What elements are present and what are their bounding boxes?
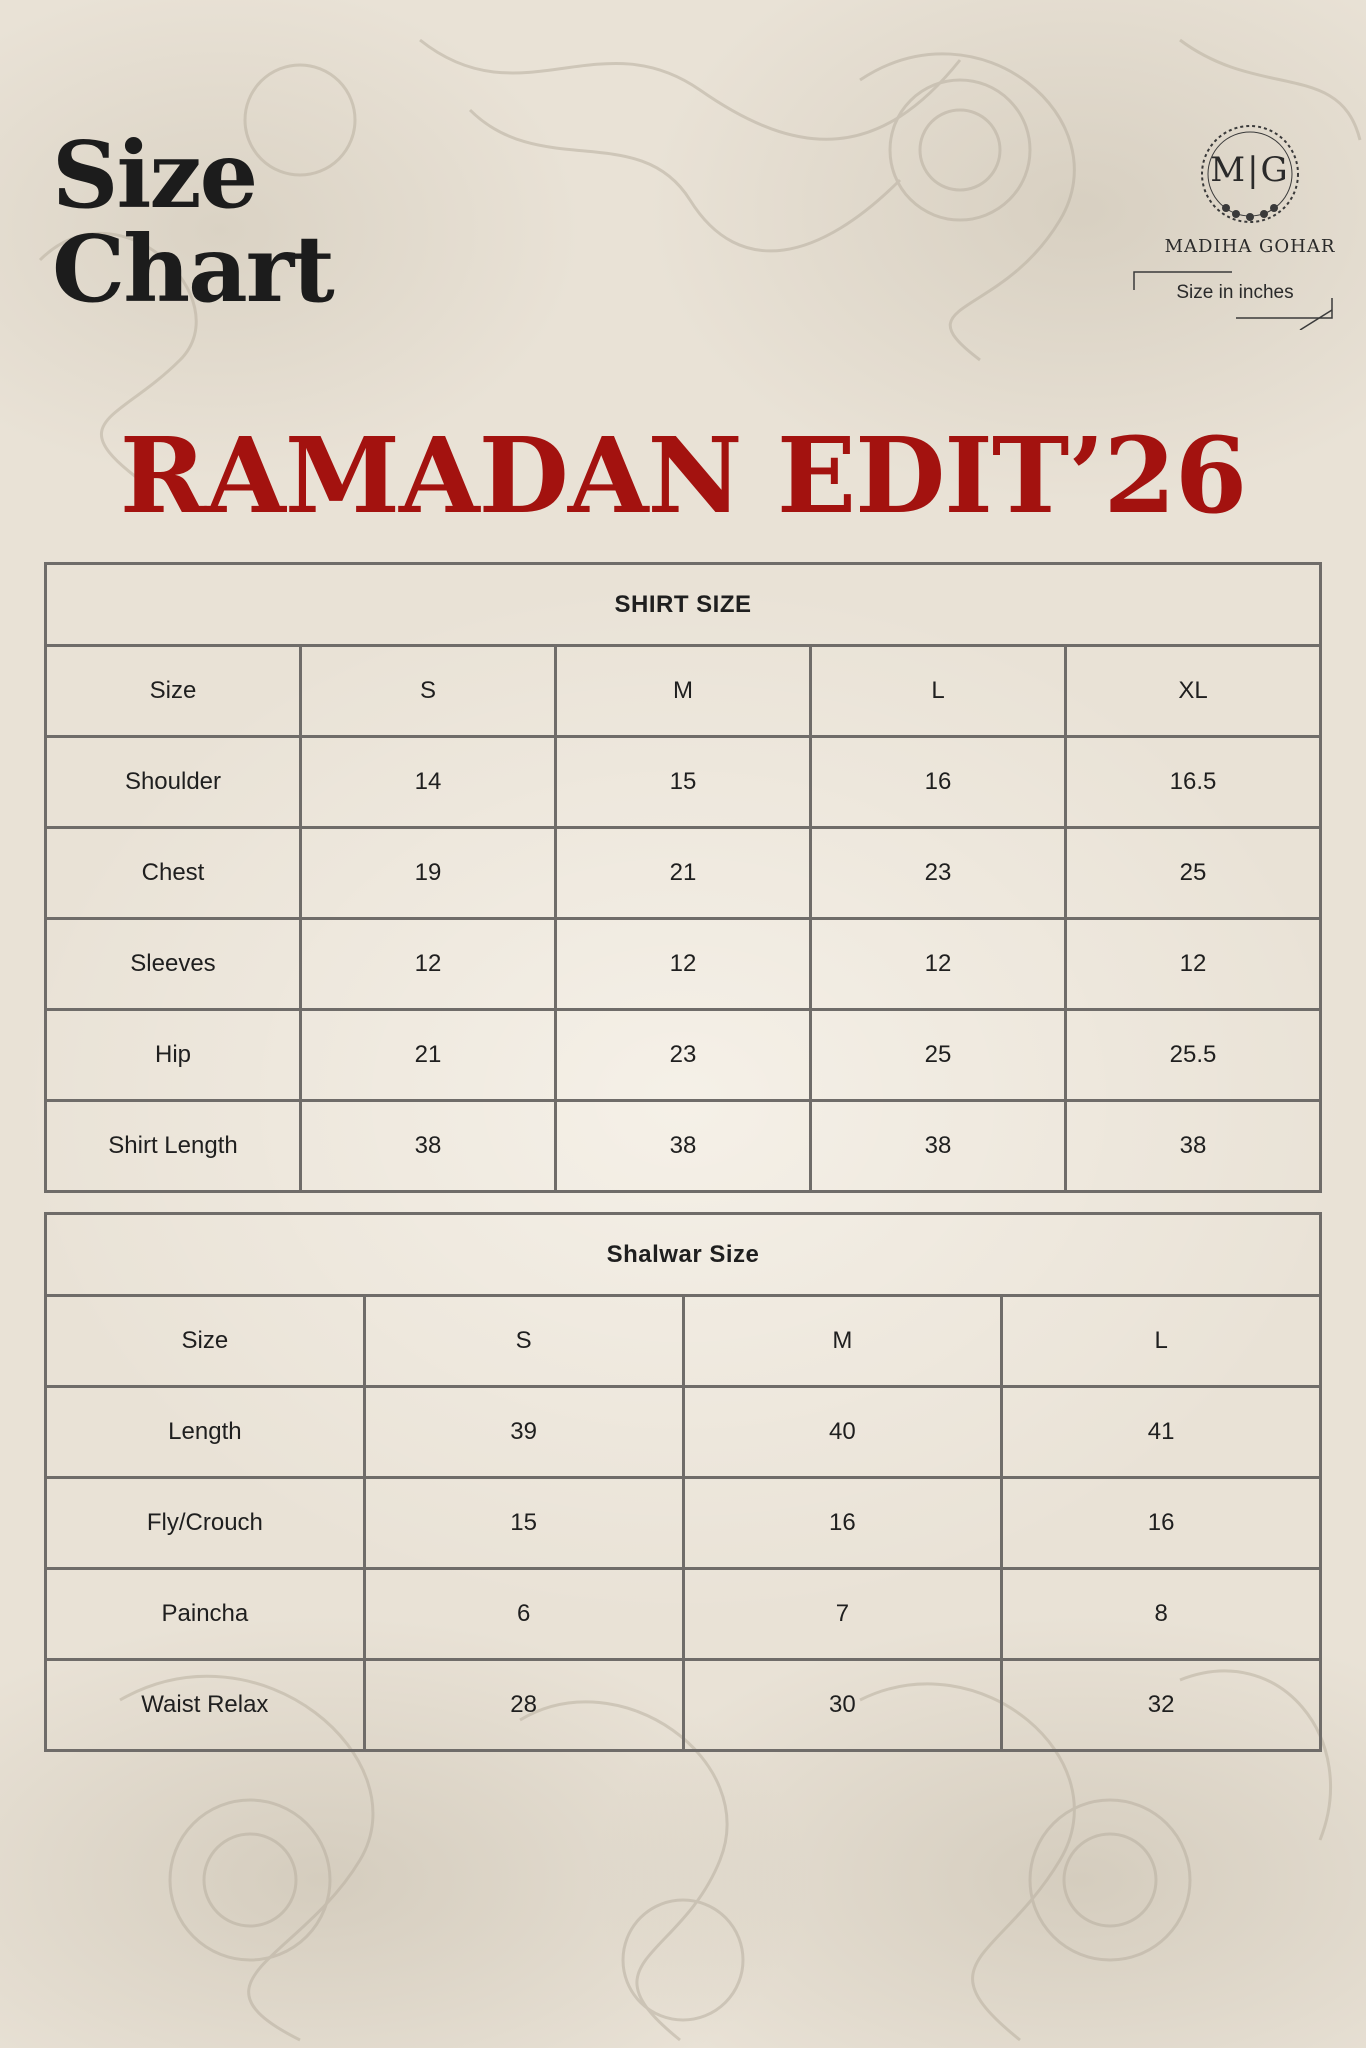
table-header-row <box>46 646 1321 737</box>
table-cell: 21 <box>556 828 811 919</box>
row-label: Fly/Crouch <box>46 1478 365 1569</box>
logo-monogram: M|G <box>1210 150 1290 190</box>
table-caption: SHIRT SIZE <box>46 564 1321 646</box>
units-note-text: Size in inches <box>1176 282 1294 303</box>
table-cell: 38 <box>811 1101 1066 1192</box>
column-header: L <box>1002 1296 1321 1387</box>
table-cell: 16.5 <box>1066 737 1321 828</box>
column-header: S <box>301 646 556 737</box>
row-label: Hip <box>46 1010 301 1101</box>
table-cell: 12 <box>1066 919 1321 1010</box>
row-label: Waist Relax <box>46 1660 365 1751</box>
page-title-line2: Chart <box>52 215 333 323</box>
table-cell: 15 <box>364 1478 683 1569</box>
table-row <box>46 1387 1321 1478</box>
table-caption-row <box>46 1214 1321 1296</box>
row-label: Shirt Length <box>46 1101 301 1192</box>
row-label: Shoulder <box>46 737 301 828</box>
table-cell: 12 <box>301 919 556 1010</box>
table-cell: 8 <box>1002 1569 1321 1660</box>
page-title <box>52 121 333 323</box>
row-label: Chest <box>46 828 301 919</box>
table-row <box>46 1660 1321 1751</box>
table-cell: 25 <box>811 1010 1066 1101</box>
table-cell: 19 <box>301 828 556 919</box>
brand-name: MADIHA GOHAR <box>1164 236 1336 257</box>
table-cell: 12 <box>556 919 811 1010</box>
collection-title: RAMADAN EDIT’26 <box>119 414 1247 537</box>
table-row <box>46 919 1321 1010</box>
table-cell: 7 <box>683 1569 1002 1660</box>
table-cell: 14 <box>301 737 556 828</box>
table-cell: 38 <box>1066 1101 1321 1192</box>
row-label: Length <box>46 1387 365 1478</box>
row-label: Sleeves <box>46 919 301 1010</box>
table-cell: 39 <box>364 1387 683 1478</box>
column-header-size: Size <box>46 646 301 737</box>
table-cell: 41 <box>1002 1387 1321 1478</box>
column-header: L <box>811 646 1066 737</box>
table-cell: 25.5 <box>1066 1010 1321 1101</box>
table-caption: Shalwar Size <box>46 1214 1321 1296</box>
table-row <box>46 1478 1321 1569</box>
column-header: XL <box>1066 646 1321 737</box>
table-row <box>46 737 1321 828</box>
table-cell: 23 <box>811 828 1066 919</box>
table-cell: 30 <box>683 1660 1002 1751</box>
table-cell: 6 <box>364 1569 683 1660</box>
table-cell: 16 <box>811 737 1066 828</box>
units-note <box>1132 268 1338 330</box>
column-header: M <box>556 646 811 737</box>
table-header-row <box>46 1296 1321 1387</box>
table-row <box>46 1101 1321 1192</box>
page-title-line1: Size <box>52 121 257 229</box>
table-cell: 16 <box>1002 1478 1321 1569</box>
column-header: S <box>364 1296 683 1387</box>
shalwar-size-table <box>44 1212 1322 1752</box>
shirt-size-table <box>44 562 1322 1193</box>
column-header-size: Size <box>46 1296 365 1387</box>
table-cell: 38 <box>556 1101 811 1192</box>
table-cell: 25 <box>1066 828 1321 919</box>
table-cell: 28 <box>364 1660 683 1751</box>
table-cell: 15 <box>556 737 811 828</box>
table-row <box>46 828 1321 919</box>
table-cell: 12 <box>811 919 1066 1010</box>
table-row <box>46 1569 1321 1660</box>
row-label: Paincha <box>46 1569 365 1660</box>
table-cell: 16 <box>683 1478 1002 1569</box>
table-caption-row <box>46 564 1321 646</box>
table-row <box>46 1010 1321 1101</box>
column-header: M <box>683 1296 1002 1387</box>
table-cell: 23 <box>556 1010 811 1101</box>
table-cell: 40 <box>683 1387 1002 1478</box>
table-cell: 32 <box>1002 1660 1321 1751</box>
table-cell: 21 <box>301 1010 556 1101</box>
table-cell: 38 <box>301 1101 556 1192</box>
